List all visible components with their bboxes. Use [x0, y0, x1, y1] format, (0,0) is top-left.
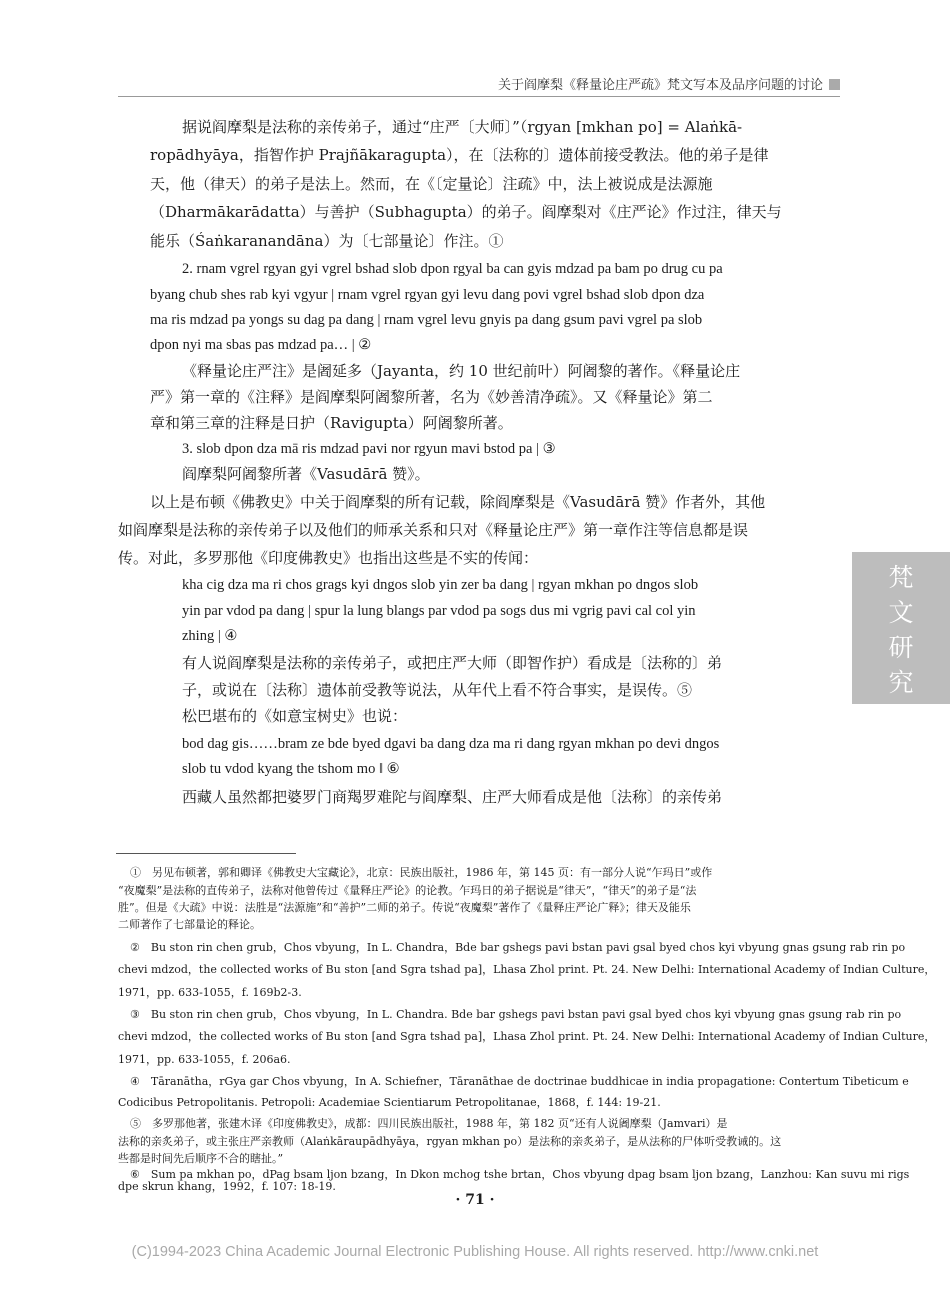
side-tab-char: 文 — [888, 598, 914, 627]
tibetan-quote-line: yin par vdod pa dang | spur la lung blangs par vdod pa sogs dus mi vgrig pavi cal col yin — [182, 603, 696, 619]
footnote-line: 1971，pp. 633-1055，f. 206a6. — [118, 1053, 291, 1066]
tibetan-quote-line: 2. rnam vgrel rgyan gyi vgrel bshad slob dpon rgyal ba can gyis mdzad pa bam po drug cu pa — [182, 261, 723, 277]
tibetan-quote-line: kha cig dza ma ri chos grags kyi dngos slob yin zer ba dang | rgyan mkhan po dngos slob — [182, 577, 699, 593]
footnote-line: ⑥ Sum pa mkhan po，dPag bsam ljon bzang，In Dkon mchog tshe brtan，Chos vbyung dpag bsam ljon bzang，Lanzhou: Kan suvu mi rigs — [130, 1168, 910, 1181]
body-line: 阎摩梨阿阇黎所著《Vasudārā 赞》。 — [182, 465, 430, 483]
header-rule — [118, 96, 840, 97]
body-line: 《释量论庄严注》是阇延多（Jayanta，约 10 世纪前叶）阿阇黎的著作。《释量论庄 — [182, 362, 741, 380]
side-tab-char: 梵 — [888, 563, 914, 592]
body-line: 以上是布顿《佛教史》中关于阎摩梨的所有记载，除阎摩梨是《Vasudārā 赞》作者外，其他 — [150, 493, 766, 511]
body-line: 有人说阎摩梨是法称的亲传弟子，或把庄严大师（即智作护）看成是〔法称的〕弟 — [182, 654, 723, 672]
body-line: 据说阎摩梨是法称的亲传弟子，通过“庄严〔大师〕”（rgyan [mkhan po] = Alaṅkā- — [182, 118, 743, 136]
side-tab-char: 究 — [888, 668, 914, 697]
header-square-mark — [829, 79, 840, 90]
running-title: 关于阎摩梨《释量论庄严疏》梵文写本及品序问题的讨论 — [497, 78, 823, 93]
body-line: 严》第一章的《注释》是阎摩梨阿阇黎所著，名为《妙善清净疏》。又《释量论》第二 — [150, 388, 713, 406]
footnote-line: ⑤ 多罗那他著，张建木译《印度佛教史》，成都：四川民族出版社，1988 年，第 182 页“还有人说阇摩梨（Jamvari）是 — [130, 1117, 728, 1130]
body-line: 子，或说在〔法称〕遗体前受教等说法，从年代上看不符合事实，是误传。⑤ — [182, 681, 693, 699]
footnote-line: ④ Tāranātha，rGya gar Chos vbyung，In A. Schiefner，Tāranāthae de doctrinae buddhicae in india propagatione: Contertum Tibeticum e — [130, 1075, 909, 1088]
side-tab-char: 研 — [888, 633, 914, 662]
footnote-line: 1971，pp. 633-1055，f. 169b2-3. — [118, 986, 302, 999]
copyright-footer: (C)1994-2023 China Academic Journal Electronic Publishing House. All rights reserved. http://www.cnki.net — [131, 1244, 819, 1260]
body-line: 如阎摩梨是法称的亲传弟子以及他们的师承关系和只对《释量论庄严》第一章作注等信息都是误 — [118, 521, 749, 539]
section-side-tab — [852, 552, 950, 704]
footnote-line: ③ Bu ston rin chen grub，Chos vbyung，In L. Chandra. Bde bar gshegs pavi bstan pavi gsal byed chos kyi vbyung gnas gsung rab rin po — [130, 1008, 902, 1021]
body-line: 松巴堪布的《如意宝树史》也说： — [182, 707, 408, 725]
footnote-line: 二师著作了七部量论的释论。 — [118, 918, 261, 931]
body-line: 能乐（Śaṅkaranandāna）为〔七部量论〕作注。① — [150, 232, 504, 250]
running-header — [470, 74, 840, 93]
tibetan-quote-line: byang chub shes rab kyi vgyur | rnam vgrel rgyan gyi levu dang povi vgrel bshad slob dpon dza — [150, 287, 705, 303]
tibetan-quote-line: 3. slob dpon dza mā ris mdzad pavi nor rgyun mavi bstod pa | ③ — [182, 441, 556, 457]
footnote-line: ① 另见布顿著，郭和卿译《佛教史大宝藏论》，北京：民族出版社，1986 年，第 145 页：有一部分人说“乍玛日”或作 — [130, 866, 713, 879]
footnote-line: chevi mdzod，the collected works of Bu ston [and Sgra tshad pa]，Lhasa Zhol print. Pt. 24. New Delhi: International Academy of Indian Culture， — [118, 963, 936, 976]
tibetan-quote-line: dpon nyi ma sbas pas mdzad pa… | ② — [150, 337, 372, 353]
tibetan-quote-line: zhing | ④ — [182, 628, 238, 644]
footnote-rule — [116, 853, 296, 854]
footnote-line: dpe skrun khang，1992，f. 107: 18-19. — [118, 1180, 336, 1193]
footnote-line: Codicibus Petropolitanis. Petropoli: Academiae Scientiarum Petropolitanae，1868，f. 144: 19-21. — [118, 1096, 661, 1109]
footnote-line: chevi mdzod，the collected works of Bu ston [and Sgra tshad pa]，Lhasa Zhol print. Pt. 24. New Delhi: International Academy of Indian Culture， — [118, 1030, 936, 1043]
body-line: 章和第三章的注释是日护（Ravigupta）阿阇黎所著。 — [150, 414, 513, 432]
footnote-line: 胜”。但是《大疏》中说：法胜是“法源施”和“善护”二师的弟子。传说“夜魔梨”著作了《量释庄严论广释》；律天及能乐 — [118, 901, 691, 914]
tibetan-quote-line: slob tu vdod kyang the tshom mo ‖ ⑥ — [182, 761, 400, 777]
footnote-line: ② Bu ston rin chen grub，Chos vbyung，In L. Chandra，Bde bar gshegs pavi bstan pavi gsal byed chos kyi vbyung gnas gsung rab rin po — [130, 941, 906, 954]
body-line: （Dharmākarādatta）与善护（Subhagupta）的弟子。阎摩梨对《庄严论》作过注，律天与 — [150, 203, 782, 221]
page-number: · 71 · — [455, 1192, 495, 1208]
footnote-line: “夜魔梨”是法称的直传弟子，法称对他曾传过《量释庄严论》的论教。乍玛日的弟子据说是“律天”，“律天”的弟子是“法 — [118, 884, 697, 897]
body-line: 传。对此，多罗那他《印度佛教史》也指出这些是不实的传闻： — [118, 549, 539, 567]
tibetan-quote-line: bod dag gis……bram ze bde byed dgavi ba dang dza ma ri dang rgyan mkhan po devi dngos — [182, 736, 720, 752]
tibetan-quote-line: ma ris mdzad pa yongs su dag pa dang | rnam vgrel levu gnyis pa dang gsum pavi vgrel pa slob — [150, 312, 703, 328]
body-line: ropādhyāya，指智作护 Prajñākaragupta），在〔法称的〕遗体前接受教法。他的弟子是律 — [150, 146, 769, 164]
body-line: 西藏人虽然都把婆罗门商羯罗难陀与阎摩梨、庄严大师看成是他〔法称〕的亲传弟 — [182, 788, 723, 806]
footnote-line: 法称的亲炙弟子，或主张庄严亲教师（Alaṅkāraupādhyāya，rgyan mkhan po）是法称的亲炙弟子，是从法称的尸体听受教诫的。这 — [118, 1135, 782, 1148]
footnote-line: 些都是时间先后顺序不合的瞎扯。” — [118, 1152, 284, 1165]
body-line: 天，他（律天）的弟子是法上。然而，在《〔定量论〕注疏》中，法上被说成是法源施 — [150, 175, 713, 193]
